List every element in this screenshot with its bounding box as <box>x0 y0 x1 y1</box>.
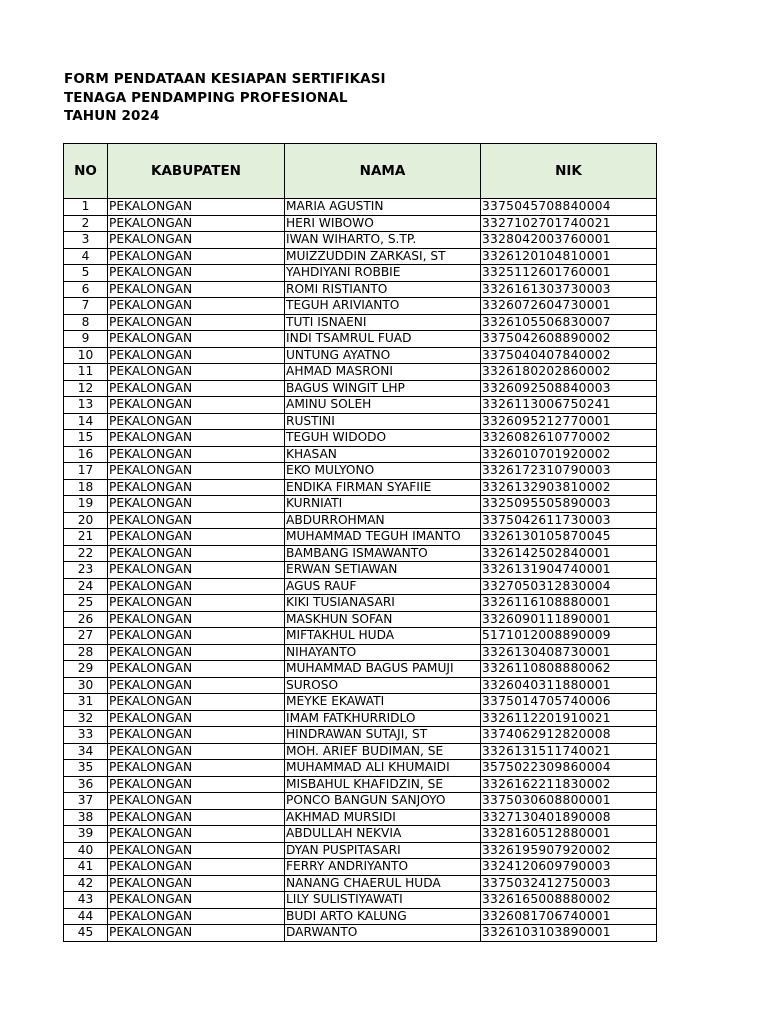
cell-kabupaten: PEKALONGAN <box>108 611 285 628</box>
cell-kabupaten: PEKALONGAN <box>108 694 285 711</box>
cell-nama: ERWAN SETIAWAN <box>285 562 481 579</box>
cell-kabupaten: PEKALONGAN <box>108 463 285 480</box>
cell-nik: 3327102701740021 <box>481 215 657 232</box>
table-row <box>64 463 657 480</box>
cell-no: 22 <box>64 545 108 562</box>
cell-nama: FERRY ANDRIYANTO <box>285 859 481 876</box>
cell-kabupaten: PEKALONGAN <box>108 248 285 265</box>
cell-nik: 3328160512880001 <box>481 826 657 843</box>
cell-nik: 3325095505890003 <box>481 496 657 513</box>
cell-kabupaten: PEKALONGAN <box>108 793 285 810</box>
table-row <box>64 430 657 447</box>
cell-nik: 3326110808880062 <box>481 661 657 678</box>
header-nik: NIK <box>481 144 657 199</box>
cell-no: 17 <box>64 463 108 480</box>
cell-nama: INDI TSAMRUL FUAD <box>285 331 481 348</box>
cell-nama: MOH. ARIEF BUDIMAN, SE <box>285 743 481 760</box>
cell-nama: ABDULLAH NEKVIA <box>285 826 481 843</box>
cell-nik: 3326092508840003 <box>481 380 657 397</box>
cell-no: 29 <box>64 661 108 678</box>
cell-kabupaten: PEKALONGAN <box>108 364 285 381</box>
cell-kabupaten: PEKALONGAN <box>108 496 285 513</box>
cell-no: 18 <box>64 479 108 496</box>
table-row <box>64 545 657 562</box>
table-row <box>64 248 657 265</box>
cell-nama: AMINU SOLEH <box>285 397 481 414</box>
cell-nama: KIKI TUSIANASARI <box>285 595 481 612</box>
cell-kabupaten: PEKALONGAN <box>108 595 285 612</box>
table-row <box>64 397 657 414</box>
cell-kabupaten: PEKALONGAN <box>108 281 285 298</box>
cell-nama: BAMBANG ISMAWANTO <box>285 545 481 562</box>
table-row <box>64 578 657 595</box>
cell-no: 44 <box>64 908 108 925</box>
cell-no: 38 <box>64 809 108 826</box>
cell-kabupaten: PEKALONGAN <box>108 215 285 232</box>
cell-nik: 3326072604730001 <box>481 298 657 315</box>
cell-nama: EKO MULYONO <box>285 463 481 480</box>
cell-nik: 3326161303730003 <box>481 281 657 298</box>
cell-nama: NIHAYANTO <box>285 644 481 661</box>
table-row <box>64 875 657 892</box>
table-row <box>64 232 657 249</box>
cell-kabupaten: PEKALONGAN <box>108 677 285 694</box>
cell-kabupaten: PEKALONGAN <box>108 727 285 744</box>
cell-kabupaten: PEKALONGAN <box>108 710 285 727</box>
table-row <box>64 413 657 430</box>
cell-kabupaten: PEKALONGAN <box>108 529 285 546</box>
cell-kabupaten: PEKALONGAN <box>108 908 285 925</box>
table-row <box>64 925 657 942</box>
table-body <box>64 199 657 942</box>
title-line: TENAGA PENDAMPING PROFESIONAL <box>64 89 348 106</box>
cell-nik: 3326040311880001 <box>481 677 657 694</box>
cell-kabupaten: PEKALONGAN <box>108 430 285 447</box>
table-row <box>64 694 657 711</box>
cell-nik: 3375040407840002 <box>481 347 657 364</box>
cell-kabupaten: PEKALONGAN <box>108 232 285 249</box>
cell-no: 36 <box>64 776 108 793</box>
cell-kabupaten: PEKALONGAN <box>108 809 285 826</box>
cell-nik: 3324120609790003 <box>481 859 657 876</box>
cell-nama: HERI WIBOWO <box>285 215 481 232</box>
cell-nik: 3326165008880002 <box>481 892 657 909</box>
cell-no: 10 <box>64 347 108 364</box>
cell-nama: AHMAD MASRONI <box>285 364 481 381</box>
cell-kabupaten: PEKALONGAN <box>108 397 285 414</box>
cell-nik: 3375042611730003 <box>481 512 657 529</box>
cell-nik: 3328042003760001 <box>481 232 657 249</box>
cell-nama: MUHAMMAD TEGUH IMANTO <box>285 529 481 546</box>
cell-nama: MEYKE EKAWATI <box>285 694 481 711</box>
data-table <box>63 143 657 942</box>
table-row <box>64 529 657 546</box>
cell-kabupaten: PEKALONGAN <box>108 314 285 331</box>
cell-nama: TUTI ISNAENI <box>285 314 481 331</box>
cell-nama: DARWANTO <box>285 925 481 942</box>
cell-no: 42 <box>64 875 108 892</box>
table-row <box>64 215 657 232</box>
cell-no: 33 <box>64 727 108 744</box>
cell-no: 24 <box>64 578 108 595</box>
table-row <box>64 595 657 612</box>
cell-no: 21 <box>64 529 108 546</box>
cell-kabupaten: PEKALONGAN <box>108 479 285 496</box>
cell-nama: BUDI ARTO KALUNG <box>285 908 481 925</box>
table-row <box>64 314 657 331</box>
cell-kabupaten: PEKALONGAN <box>108 331 285 348</box>
cell-no: 7 <box>64 298 108 315</box>
table-row <box>64 793 657 810</box>
cell-no: 6 <box>64 281 108 298</box>
cell-nik: 3326095212770001 <box>481 413 657 430</box>
cell-no: 1 <box>64 199 108 216</box>
cell-nama: TEGUH WIDODO <box>285 430 481 447</box>
cell-kabupaten: PEKALONGAN <box>108 925 285 942</box>
cell-nik: 3325112601760001 <box>481 265 657 282</box>
cell-kabupaten: PEKALONGAN <box>108 298 285 315</box>
cell-nama: RUSTINI <box>285 413 481 430</box>
cell-no: 14 <box>64 413 108 430</box>
table-row <box>64 677 657 694</box>
cell-nik: 3326131904740001 <box>481 562 657 579</box>
table-row <box>64 331 657 348</box>
header-no: NO <box>64 144 108 199</box>
cell-nik: 3326132903810002 <box>481 479 657 496</box>
cell-kabupaten: PEKALONGAN <box>108 578 285 595</box>
header-kabupaten: KABUPATEN <box>108 144 285 199</box>
header-row <box>64 144 657 199</box>
cell-no: 20 <box>64 512 108 529</box>
cell-kabupaten: PEKALONGAN <box>108 859 285 876</box>
cell-no: 27 <box>64 628 108 645</box>
cell-nik: 3326116108880001 <box>481 595 657 612</box>
table-row <box>64 809 657 826</box>
cell-kabupaten: PEKALONGAN <box>108 545 285 562</box>
table-row <box>64 562 657 579</box>
table-row <box>64 628 657 645</box>
cell-nama: ROMI RISTIANTO <box>285 281 481 298</box>
cell-no: 9 <box>64 331 108 348</box>
cell-no: 15 <box>64 430 108 447</box>
cell-kabupaten: PEKALONGAN <box>108 347 285 364</box>
cell-nik: 3326113006750241 <box>481 397 657 414</box>
cell-no: 5 <box>64 265 108 282</box>
table-row <box>64 496 657 513</box>
cell-no: 26 <box>64 611 108 628</box>
cell-nama: IWAN WIHARTO, S.TP. <box>285 232 481 249</box>
cell-nik: 3326082610770002 <box>481 430 657 447</box>
cell-no: 8 <box>64 314 108 331</box>
cell-no: 23 <box>64 562 108 579</box>
cell-nik: 3326090111890001 <box>481 611 657 628</box>
cell-kabupaten: PEKALONGAN <box>108 776 285 793</box>
cell-nik: 3326112201910021 <box>481 710 657 727</box>
cell-no: 16 <box>64 446 108 463</box>
cell-kabupaten: PEKALONGAN <box>108 644 285 661</box>
cell-nama: DYAN PUSPITASARI <box>285 842 481 859</box>
header-nama: NAMA <box>285 144 481 199</box>
cell-nik: 3327130401890008 <box>481 809 657 826</box>
table-row <box>64 842 657 859</box>
cell-nik: 3326081706740001 <box>481 908 657 925</box>
cell-nama: KHASAN <box>285 446 481 463</box>
cell-nik: 3375032412750003 <box>481 875 657 892</box>
cell-nama: BAGUS WINGIT LHP <box>285 380 481 397</box>
form-title <box>64 70 386 126</box>
cell-nama: MUHAMMAD ALI KHUMAIDI <box>285 760 481 777</box>
table-row <box>64 661 657 678</box>
cell-nik: 3326180202860002 <box>481 364 657 381</box>
cell-nama: IMAM FATKHURRIDLO <box>285 710 481 727</box>
cell-no: 3 <box>64 232 108 249</box>
table-row <box>64 727 657 744</box>
cell-no: 19 <box>64 496 108 513</box>
cell-kabupaten: PEKALONGAN <box>108 562 285 579</box>
cell-no: 34 <box>64 743 108 760</box>
cell-nama: MISBAHUL KHAFIDZIN, SE <box>285 776 481 793</box>
cell-no: 25 <box>64 595 108 612</box>
cell-nama: HINDRAWAN SUTAJI, ST <box>285 727 481 744</box>
cell-kabupaten: PEKALONGAN <box>108 413 285 430</box>
cell-nama: YAHDIYANI ROBBIE <box>285 265 481 282</box>
cell-nik: 3575022309860004 <box>481 760 657 777</box>
cell-nama: TEGUH ARIVIANTO <box>285 298 481 315</box>
cell-nik: 5171012008890009 <box>481 628 657 645</box>
cell-nama: UNTUNG AYATNO <box>285 347 481 364</box>
cell-no: 2 <box>64 215 108 232</box>
cell-nik: 3327050312830004 <box>481 578 657 595</box>
table-row <box>64 892 657 909</box>
cell-no: 13 <box>64 397 108 414</box>
cell-kabupaten: PEKALONGAN <box>108 661 285 678</box>
cell-nik: 3326162211830002 <box>481 776 657 793</box>
cell-nik: 3326120104810001 <box>481 248 657 265</box>
cell-no: 45 <box>64 925 108 942</box>
cell-kabupaten: PEKALONGAN <box>108 760 285 777</box>
cell-nama: LILY SULISTIYAWATI <box>285 892 481 909</box>
table-row <box>64 298 657 315</box>
cell-no: 41 <box>64 859 108 876</box>
cell-nik: 3375045708840004 <box>481 199 657 216</box>
table-row <box>64 512 657 529</box>
table-row <box>64 743 657 760</box>
cell-nama: MARIA AGUSTIN <box>285 199 481 216</box>
table-row <box>64 760 657 777</box>
table-row <box>64 199 657 216</box>
cell-nik: 3326142502840001 <box>481 545 657 562</box>
cell-kabupaten: PEKALONGAN <box>108 826 285 843</box>
cell-kabupaten: PEKALONGAN <box>108 628 285 645</box>
cell-nama: KURNIATI <box>285 496 481 513</box>
cell-no: 30 <box>64 677 108 694</box>
cell-no: 43 <box>64 892 108 909</box>
table-row <box>64 364 657 381</box>
cell-nama: MIFTAKHUL HUDA <box>285 628 481 645</box>
table-row <box>64 776 657 793</box>
table-row <box>64 380 657 397</box>
cell-nama: MUIZZUDDIN ZARKASI, ST <box>285 248 481 265</box>
cell-kabupaten: PEKALONGAN <box>108 512 285 529</box>
cell-kabupaten: PEKALONGAN <box>108 265 285 282</box>
cell-nik: 3375030608800001 <box>481 793 657 810</box>
table-row <box>64 265 657 282</box>
cell-no: 11 <box>64 364 108 381</box>
cell-no: 40 <box>64 842 108 859</box>
cell-kabupaten: PEKALONGAN <box>108 743 285 760</box>
cell-kabupaten: PEKALONGAN <box>108 199 285 216</box>
cell-nik: 3326130408730001 <box>481 644 657 661</box>
table-row <box>64 611 657 628</box>
cell-nik: 3326010701920002 <box>481 446 657 463</box>
cell-nik: 3326105506830007 <box>481 314 657 331</box>
table-row <box>64 859 657 876</box>
cell-nik: 3375042608890002 <box>481 331 657 348</box>
cell-nik: 3326103103890001 <box>481 925 657 942</box>
cell-nama: AGUS RAUF <box>285 578 481 595</box>
cell-nama: SUROSO <box>285 677 481 694</box>
cell-no: 39 <box>64 826 108 843</box>
cell-nik: 3374062912820008 <box>481 727 657 744</box>
cell-nama: NANANG CHAERUL HUDA <box>285 875 481 892</box>
table-row <box>64 446 657 463</box>
table-row <box>64 908 657 925</box>
cell-nama: ENDIKA FIRMAN SYAFIIE <box>285 479 481 496</box>
table-row <box>64 281 657 298</box>
cell-kabupaten: PEKALONGAN <box>108 380 285 397</box>
cell-nama: AKHMAD MURSIDI <box>285 809 481 826</box>
cell-no: 28 <box>64 644 108 661</box>
cell-nik: 3326172310790003 <box>481 463 657 480</box>
cell-no: 4 <box>64 248 108 265</box>
cell-nama: PONCO BANGUN SANJOYO <box>285 793 481 810</box>
cell-nik: 3326130105870045 <box>481 529 657 546</box>
title-line: TAHUN 2024 <box>64 108 160 124</box>
cell-no: 35 <box>64 760 108 777</box>
cell-no: 37 <box>64 793 108 810</box>
cell-nik: 3326131511740021 <box>481 743 657 760</box>
table-row <box>64 710 657 727</box>
cell-kabupaten: PEKALONGAN <box>108 892 285 909</box>
table-row <box>64 826 657 843</box>
table-row <box>64 479 657 496</box>
cell-nik: 3326195907920002 <box>481 842 657 859</box>
table-row <box>64 644 657 661</box>
cell-nama: MUHAMMAD BAGUS PAMUJI <box>285 661 481 678</box>
cell-no: 32 <box>64 710 108 727</box>
cell-kabupaten: PEKALONGAN <box>108 842 285 859</box>
cell-kabupaten: PEKALONGAN <box>108 875 285 892</box>
cell-nama: ABDURROHMAN <box>285 512 481 529</box>
cell-kabupaten: PEKALONGAN <box>108 446 285 463</box>
cell-no: 31 <box>64 694 108 711</box>
cell-nama: MASKHUN SOFAN <box>285 611 481 628</box>
title-line: FORM PENDATAAN KESIAPAN SERTIFIKASI <box>64 71 386 87</box>
cell-nik: 3375014705740006 <box>481 694 657 711</box>
cell-no: 12 <box>64 380 108 397</box>
table-row <box>64 347 657 364</box>
